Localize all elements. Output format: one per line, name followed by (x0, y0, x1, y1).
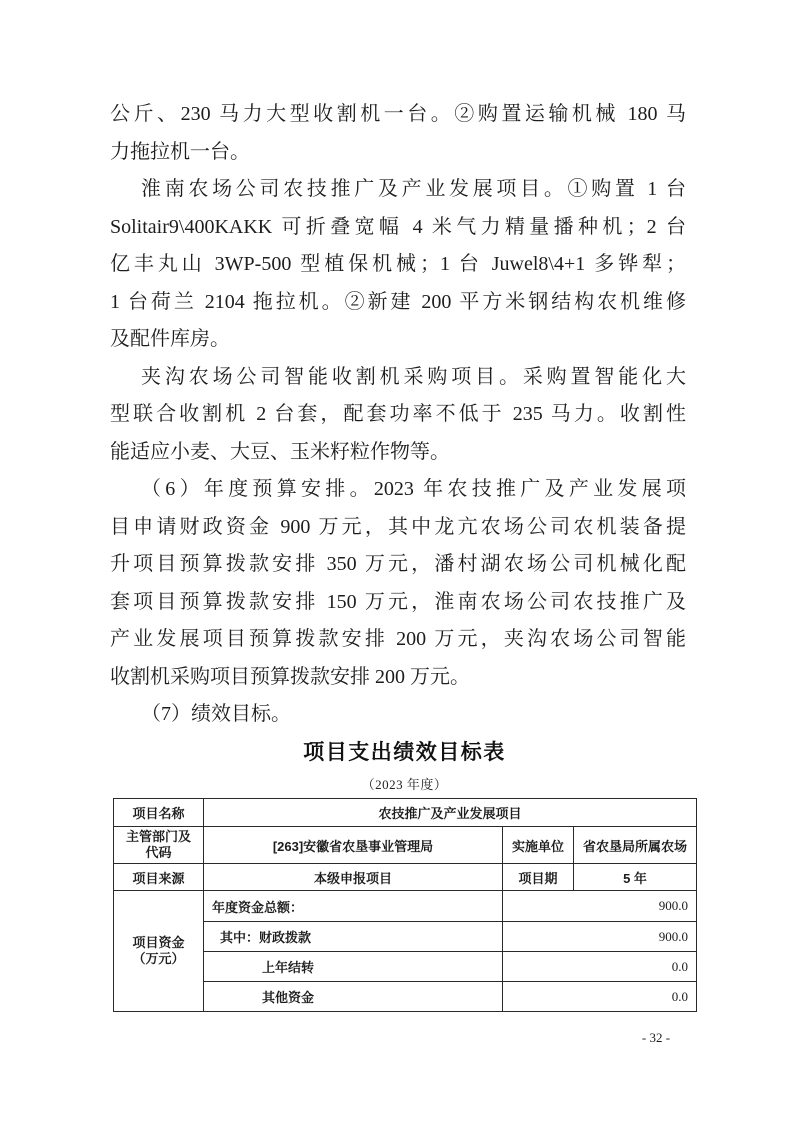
fund-row-label: 上年结转 (204, 952, 503, 982)
body-line: 公斤、230 马力大型收割机一台。②购置运输机械 180 马 (110, 103, 686, 125)
body-line: Solitair9\400KAKK 可折叠宽幅 4 米气力精量播种机；2 台 (110, 215, 686, 238)
funds-label-line1: 项目资金 (132, 935, 185, 950)
source-value: 本级申报项目 (204, 864, 503, 891)
dept-label-line2: 代码 (145, 845, 172, 860)
body-line: 套项目预算拨款安排 150 万元，淮南农场公司农技推广及 (110, 590, 686, 613)
body-line: （6）年度预算安排。2023 年农技推广及产业发展项 (141, 478, 686, 500)
body-line: 及配件库房。 (110, 328, 230, 350)
table-row (114, 827, 697, 864)
body-line: 产业发展项目预算拨款安排 200 万元，夹沟农场公司智能 (110, 628, 686, 650)
period-label: 项目期 (503, 864, 574, 891)
dept-value: [263]安徽省农垦事业管理局 (204, 827, 503, 864)
body-line: 力拖拉机一台。 (110, 140, 250, 163)
table-row (114, 864, 697, 891)
page-number: - 32 - (641, 1030, 671, 1045)
table-subtitle: （2023 年度） (361, 777, 448, 792)
funds-label (114, 891, 204, 1012)
fund-row-value: 900.0 (503, 922, 697, 952)
fund-row-value: 900.0 (503, 891, 697, 922)
fund-row-value: 0.0 (503, 952, 697, 982)
fund-row-label: 其他资金 (204, 982, 503, 1012)
project-name-label: 项目名称 (114, 799, 204, 827)
project-name-value: 农技推广及产业发展项目 (204, 799, 697, 827)
body-line: 目申请财政资金 900 万元，其中龙亢农场公司农机装备提 (110, 515, 686, 538)
table-title: 项目支出绩效目标表 (303, 741, 506, 764)
body-line: 收割机采购项目预算拨款安排 200 万元。 (110, 665, 470, 688)
body-line: 夹沟农场公司智能收割机采购项目。采购置智能化大 (141, 365, 686, 388)
period-value: 5 年 (574, 864, 697, 891)
fund-row-value: 0.0 (503, 982, 697, 1012)
funds-label-line2: （万元） (132, 951, 185, 966)
fund-row-label: 年度资金总额： (204, 891, 503, 922)
impl-unit-label: 实施单位 (503, 827, 574, 864)
body-text (110, 96, 686, 734)
body-line: 1 台荷兰 2104 拖拉机。②新建 200 平方米钢结构农机维修 (110, 290, 686, 313)
performance-table (113, 798, 697, 1012)
body-line: 淮南农场公司农技推广及产业发展项目。①购置 1 台 (141, 178, 686, 200)
impl-unit-value: 省农垦局所属农场 (574, 827, 697, 864)
body-line: 能适应小麦、大豆、玉米籽粒作物等。 (110, 440, 450, 463)
table-row (114, 891, 697, 922)
body-line: 升项目预算拨款安排 350 万元，潘村湖农场公司机械化配 (110, 553, 686, 575)
dept-label-line1: 主管部门及 (125, 829, 191, 844)
fund-row-label: 其中：财政拨款 (204, 922, 503, 952)
body-line: 亿丰丸山 3WP-500 型植保机械；1 台 Juwel8\4+1 多铧犁； (110, 253, 686, 275)
source-label: 项目来源 (114, 864, 204, 891)
body-line: （7）绩效目标。 (141, 703, 291, 725)
body-line: 型联合收割机 2 台套，配套功率不低于 235 马力。收割性 (110, 403, 686, 425)
dept-label (114, 827, 204, 864)
table-row (114, 799, 697, 827)
